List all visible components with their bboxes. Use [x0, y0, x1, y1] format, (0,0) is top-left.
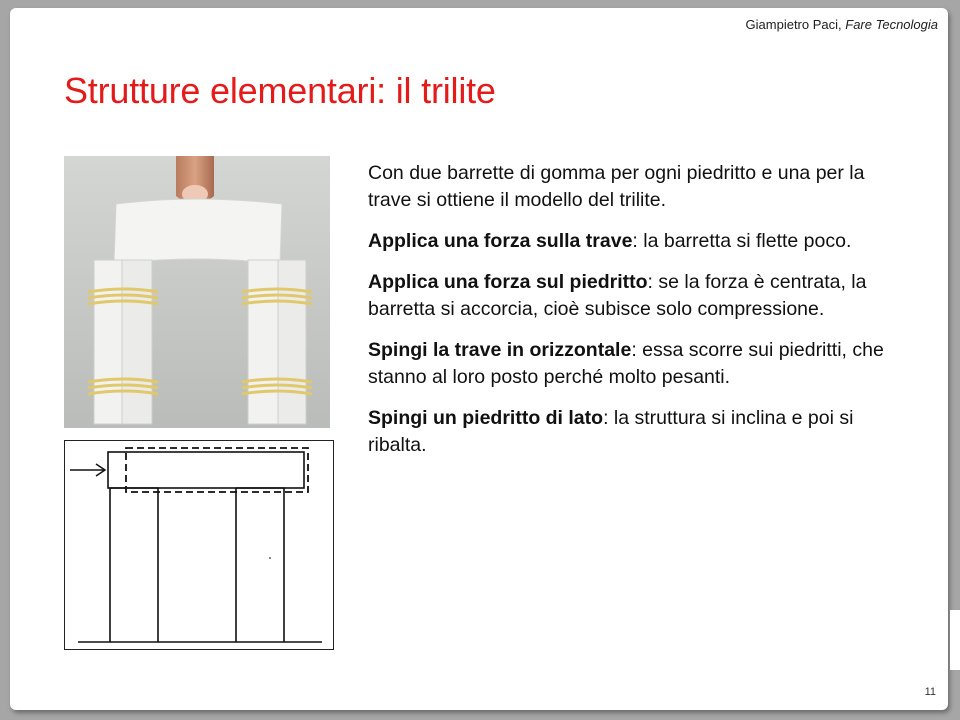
paragraph-force-pillar: Applica una forza sul piedritto: se la forza è centrata, la barretta si accorcia, cioè subisce solo compressione.: [368, 271, 867, 320]
slide-title: Strutture elementari: il trilite: [64, 70, 496, 111]
content-text: [368, 160, 908, 473]
trilite-drawing: [64, 440, 334, 650]
author-name: Giampietro Paci,: [745, 17, 842, 32]
right-edge-strip: [950, 610, 960, 670]
slide: [10, 8, 948, 710]
paragraph-intro: Con due barrette di gomma per ogni piedritto e una per la trave si ottiene il modello del trilite.: [368, 162, 865, 211]
work-title: Fare Tecnologia: [845, 17, 938, 32]
paragraph-force-beam: Applica una forza sulla trave: la barretta si flette poco.: [368, 230, 852, 252]
paragraph-push-pillar: Spingi un piedritto di lato: la struttura si inclina e poi si ribalta.: [368, 407, 854, 456]
paragraph-push-beam: Spingi la trave in orizzontale: essa scorre sui piedritti, che stanno al loro posto perché molto pesanti.: [368, 339, 884, 388]
trilite-photo: [64, 156, 330, 428]
header-credit: [746, 17, 938, 32]
page-number: 11: [924, 686, 936, 698]
